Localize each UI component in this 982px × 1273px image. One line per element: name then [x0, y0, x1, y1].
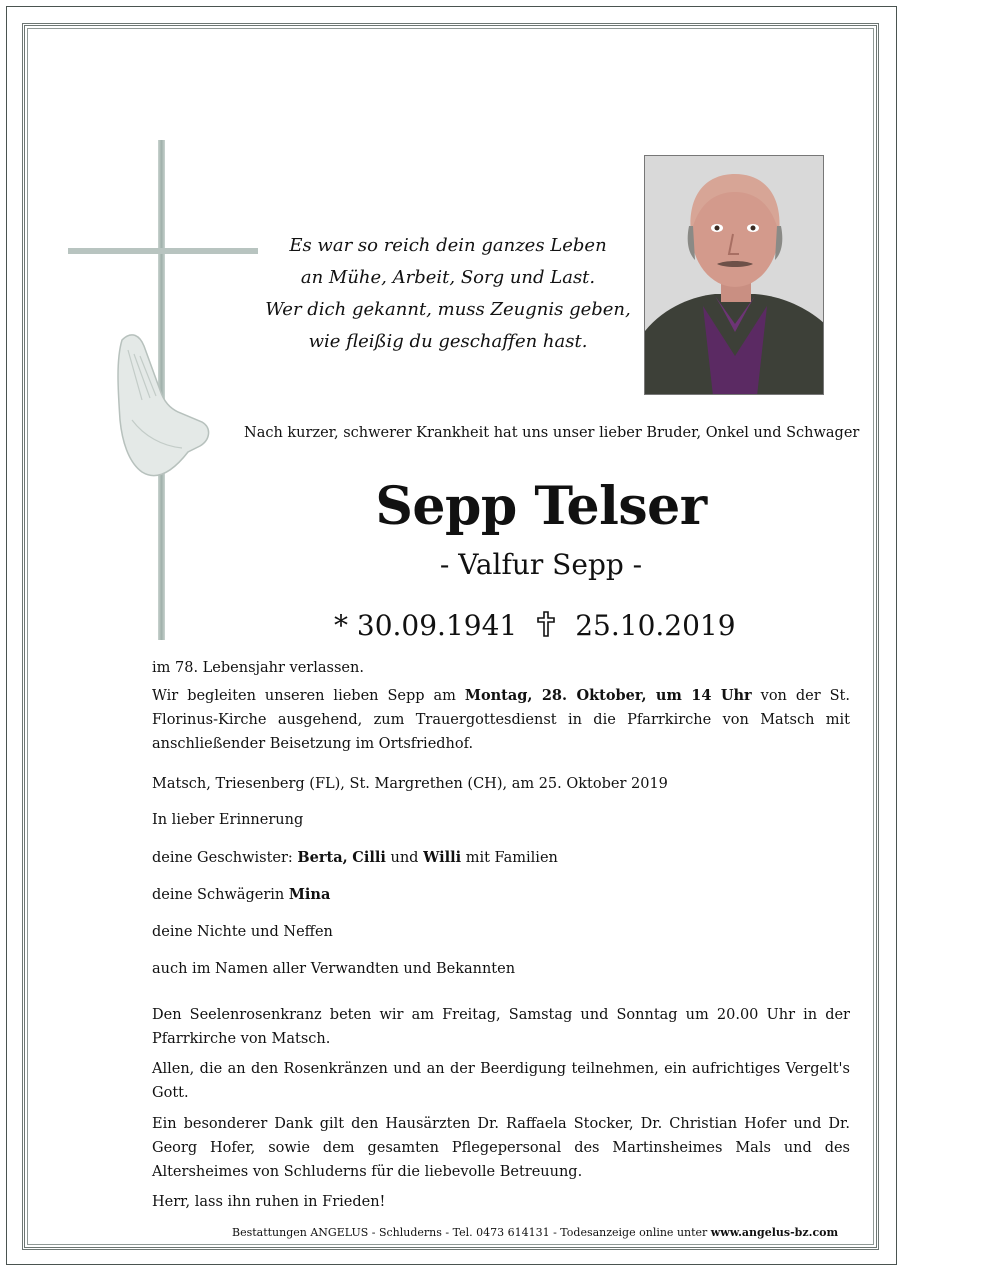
siblings-post: mit Familien: [461, 850, 558, 866]
sibling-name: Willi: [423, 849, 462, 866]
place-date: Matsch, Triesenberg (FL), St. Margrethen (CH), am 25. Oktober 2019: [152, 776, 668, 792]
birth-date: * 30.09.1941: [334, 609, 518, 642]
nickname: - Valfur Sepp -: [439, 548, 643, 581]
thanks-general: Allen, die an den Rosenkränzen und an der Beerdigung teilnehmen, ein aufrichtiges Vergelt's Gott.: [152, 1061, 850, 1101]
funeral-date: Montag, 28. Oktober, um 14 Uhr: [464, 687, 752, 704]
poem: [258, 230, 638, 358]
death-date: 25.10.2019: [575, 609, 736, 642]
poem-line: Wer dich gekannt, muss Zeugnis geben,: [265, 299, 631, 320]
footer-url[interactable]: www.angelus-bz.com: [710, 1226, 839, 1239]
footer: [232, 1226, 838, 1239]
age-line: im 78. Lebensjahr verlassen.: [152, 660, 364, 676]
sibling-name: Cilli: [352, 849, 386, 866]
sister-in-law-line: [152, 883, 850, 907]
intro-text: Nach kurzer, schwerer Krankheit hat uns unser lieber Bruder, Onkel und Schwager: [244, 425, 860, 441]
sibling-name: Berta,: [297, 849, 348, 866]
poem-line: an Mühe, Arbeit, Sorg und Last.: [300, 267, 596, 288]
rosary-info: Den Seelenrosenkranz beten wir am Freitag, Samstag und Sonntag um 20.00 Uhr in der Pfarrkirche von Matsch.: [152, 1007, 850, 1047]
relatives-line: auch im Namen aller Verwandten und Bekannten: [152, 961, 516, 977]
nieces-line: deine Nichte und Neffen: [152, 924, 333, 940]
cross-icon: [62, 140, 262, 645]
footer-text: Bestattungen ANGELUS - Schluderns - Tel. 0473 614131 - Todesanzeige online unter: [232, 1226, 711, 1239]
siblings-pre: deine Geschwister:: [152, 850, 298, 866]
siblings-and: und: [385, 850, 424, 866]
portrait-photo: [644, 155, 824, 395]
sister-in-law-pre: deine Schwägerin: [152, 887, 289, 903]
death-cross-icon: [537, 611, 555, 637]
sister-in-law-name: Mina: [288, 886, 331, 903]
siblings-line: [152, 846, 850, 870]
life-dates: [334, 606, 736, 646]
deceased-name: Sepp Telser: [375, 476, 707, 537]
funeral-pre: Wir begleiten unseren lieben Sepp am: [152, 688, 465, 704]
poem-line: wie fleißig du geschaffen hast.: [308, 331, 588, 352]
closing-prayer: Herr, lass ihn ruhen in Frieden!: [152, 1194, 386, 1210]
funeral-post: von der St. Florinus-Kirche ausgehend, zum Trauergottesdienst in die Pfarrkirche von Matsch mit anschließender Beisetzung im Ortsfriedhof.: [152, 688, 850, 752]
memory-line: In lieber Erinnerung: [152, 812, 304, 828]
thanks-doctors: Ein besonderer Dank gilt den Hausärzten Dr. Raffaela Stocker, Dr. Christian Hofer und Dr. Georg Hofer, sowie dem gesamten Pflegepersonal des Martinsheimes Mals und des Altersheimes von Schluderns für die liebevolle Betreuung.: [152, 1116, 850, 1180]
poem-line: Es war so reich dein ganzes Leben: [289, 235, 607, 256]
funeral-info: [152, 684, 850, 756]
